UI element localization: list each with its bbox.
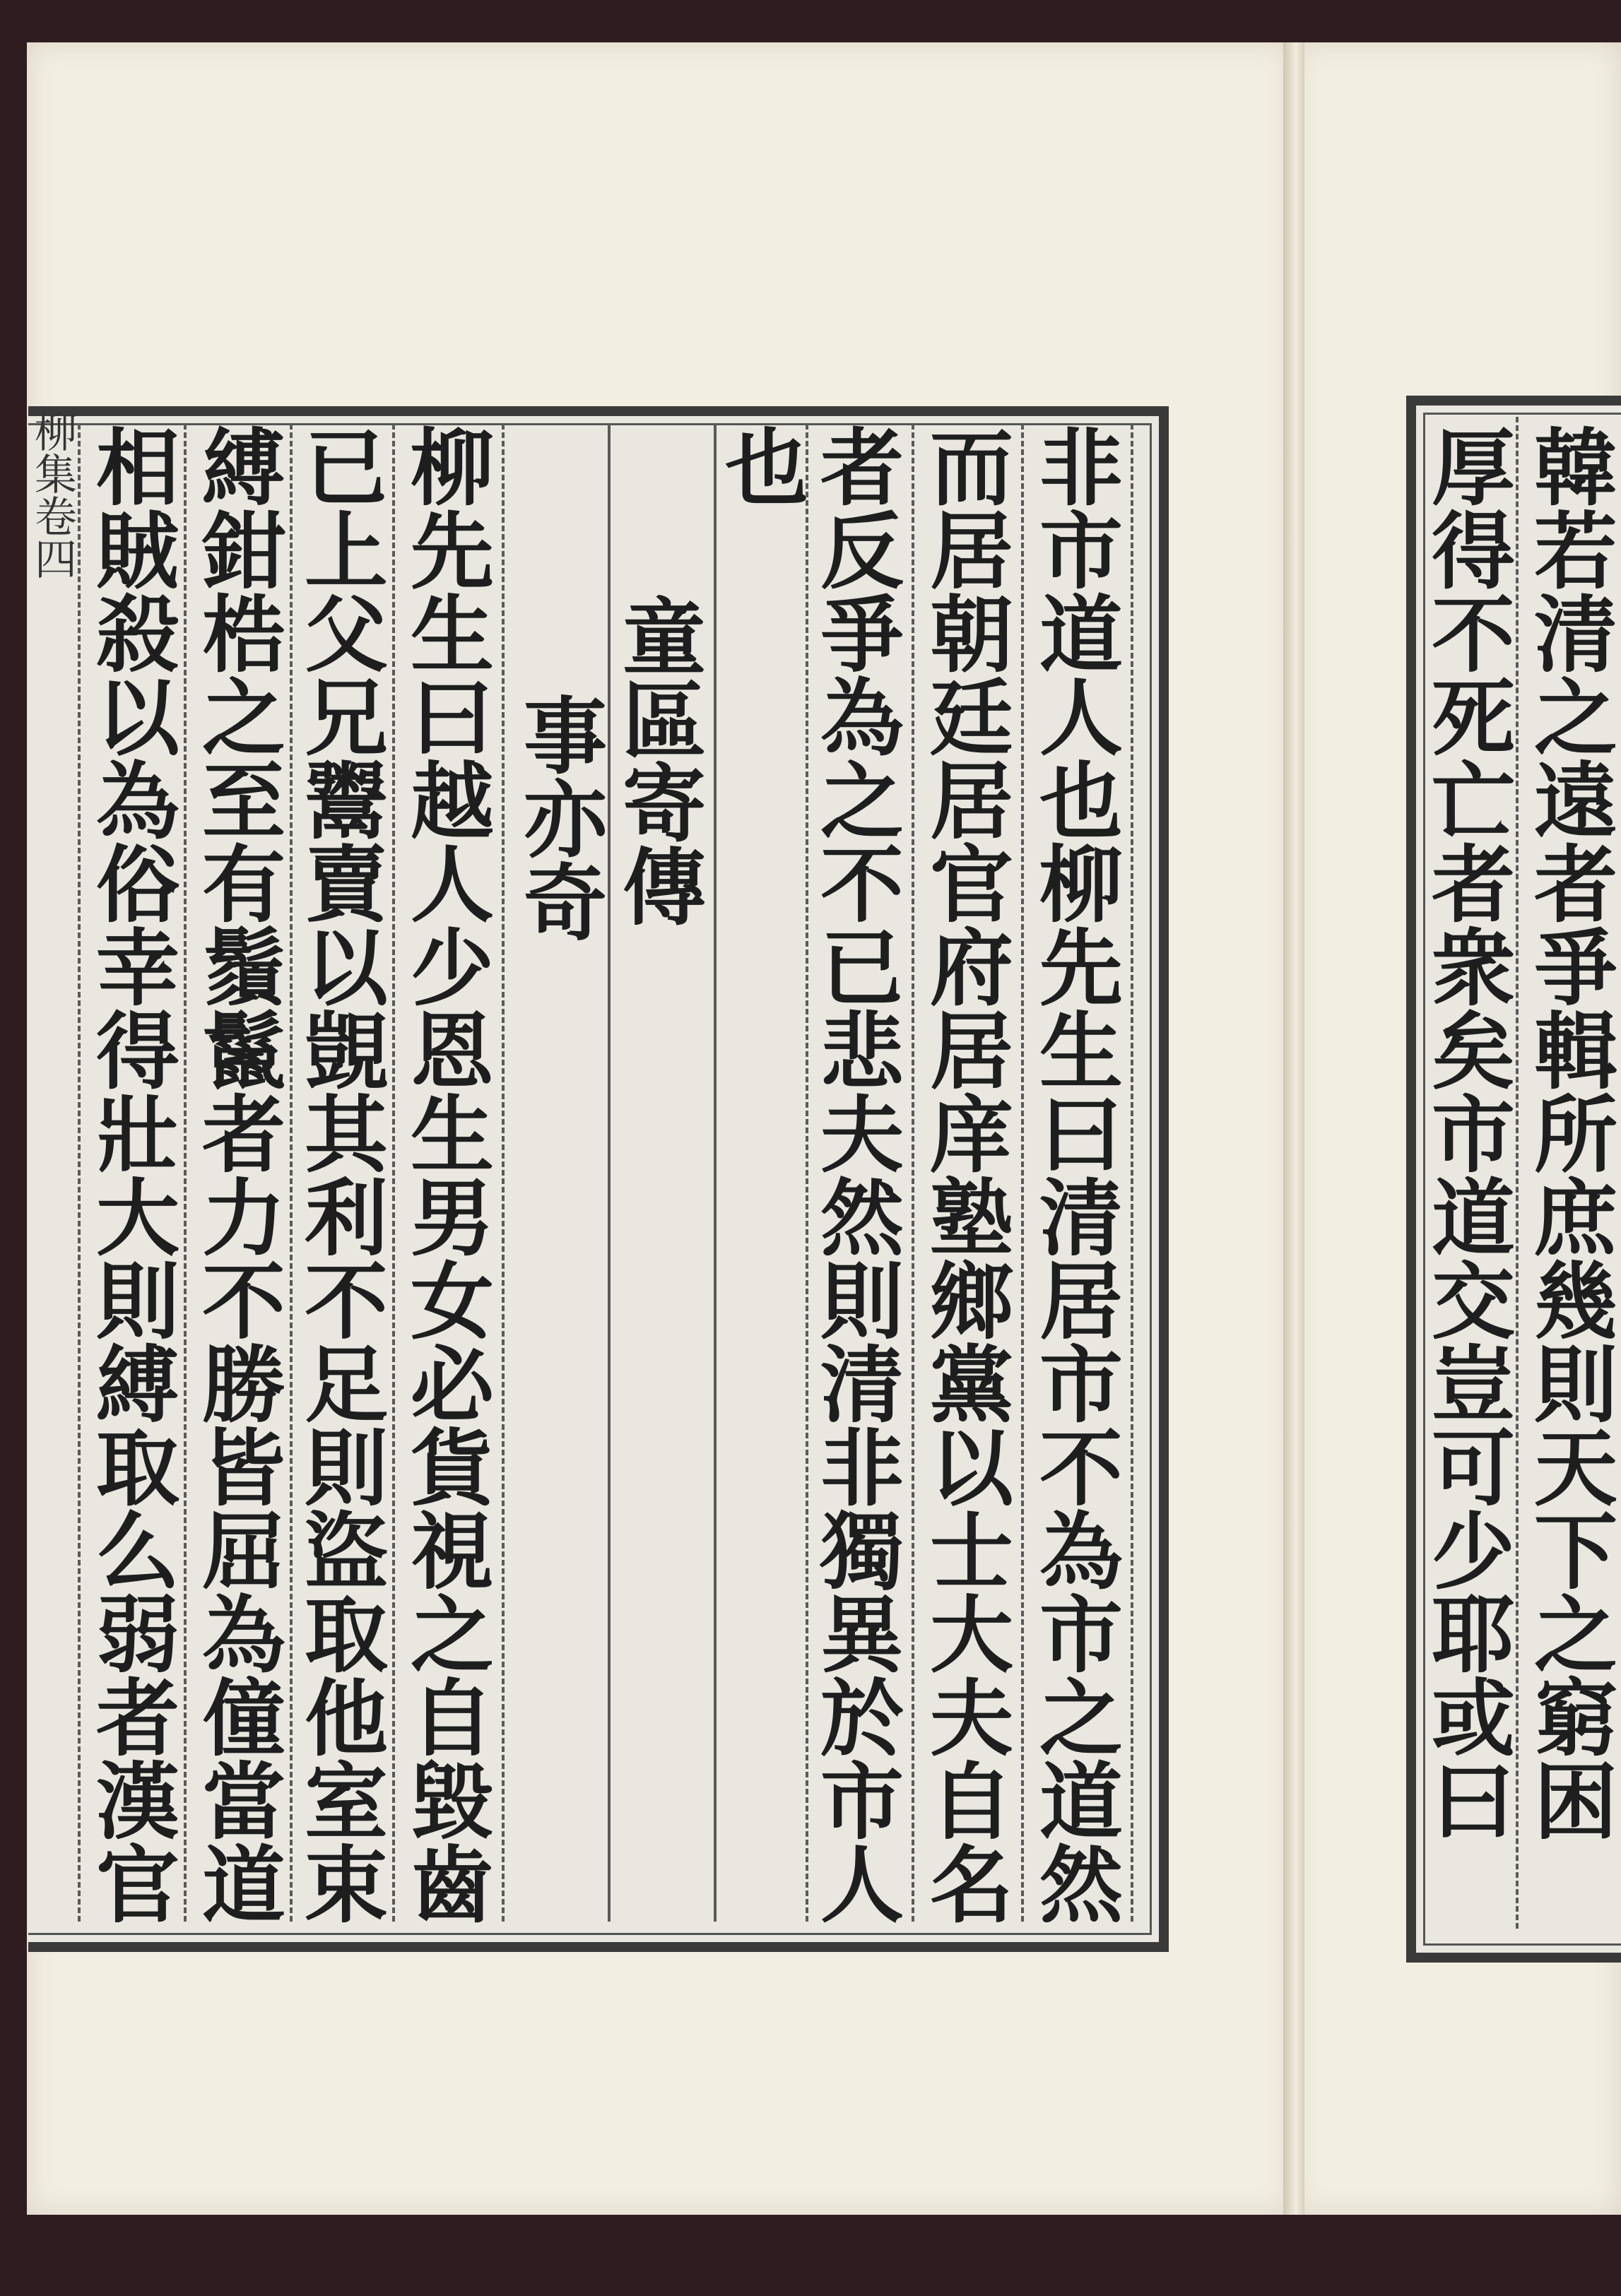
left-text-column: 事亦奇	[509, 692, 608, 942]
left-text-column: 縛鉗梏之至有鬚鬣者力不勝皆屈為僮當道	[188, 424, 286, 1924]
column-rule	[1021, 424, 1024, 1922]
left-text-column: 而居朝廷居官府居庠塾鄉黨以士大夫自名	[916, 424, 1014, 1924]
column-rule	[1131, 424, 1133, 1922]
left-text-column: 也	[711, 424, 809, 507]
left-text-column: 非市道人也柳先生曰清居市不為市之道然	[1025, 424, 1124, 1924]
left-text-column: 童區寄傳	[608, 593, 707, 927]
column-rule	[290, 424, 293, 1922]
column-rule	[1516, 417, 1519, 1929]
left-text-column: 者反爭為之不已悲夫然則清非獨異於市人	[806, 424, 904, 1924]
column-rule	[714, 424, 717, 1922]
column-rule	[184, 424, 187, 1922]
column-rule	[392, 424, 395, 1922]
left-text-column: 已上父兄鬻賣以覬其利不足則盜取他室束	[290, 424, 389, 1924]
column-rule	[502, 424, 505, 1922]
right-text-column: 韓若清之遠者爭輯所庶幾則天下之窮困	[1520, 424, 1618, 1841]
column-rule	[78, 424, 81, 1922]
left-text-column: 柳先生曰越人少恩生男女必貨視之自毀齒	[396, 424, 495, 1924]
column-rule	[608, 424, 611, 1922]
book-gutter	[1283, 42, 1304, 2215]
left-text-column: 相賊殺以為俗幸得壯大則縛取么弱者漢官	[82, 424, 180, 1924]
column-rule	[806, 424, 808, 1922]
right-text-column: 厚得不死亡者衆矣市道交豈可少耶或曰	[1417, 424, 1516, 1841]
column-rule	[912, 424, 914, 1922]
margin-strip-text: 柳集卷四	[28, 410, 77, 579]
margin-strip	[28, 410, 77, 1922]
